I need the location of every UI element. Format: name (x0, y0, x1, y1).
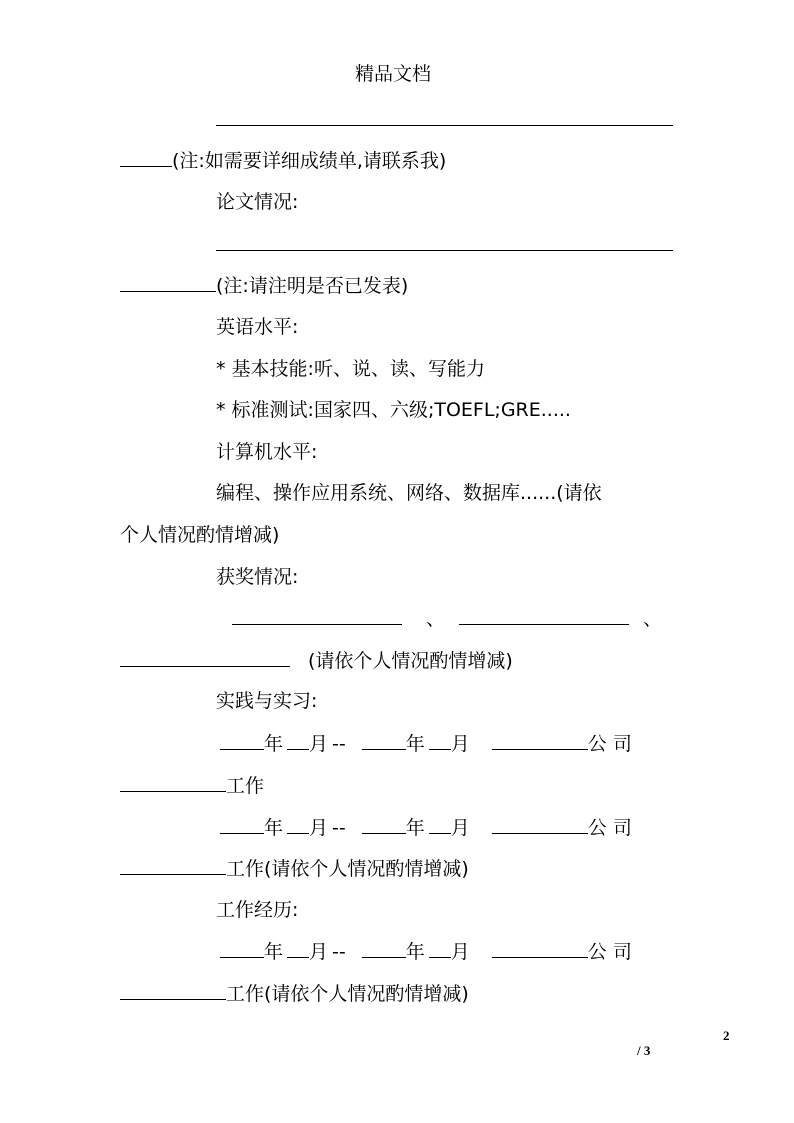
blank-line (492, 939, 588, 958)
blank-line (120, 773, 226, 792)
blank-line (120, 856, 226, 875)
awards-separator: 、 (426, 608, 446, 630)
blank-line (362, 939, 406, 958)
work-note: 工作(请依个人情况酌情增减) (226, 858, 469, 880)
date-dash: -- (332, 817, 346, 839)
blank-line (492, 815, 588, 834)
blank-line (287, 939, 309, 958)
blank-line (362, 731, 406, 750)
date-dash: -- (332, 733, 346, 755)
blank-line (459, 606, 629, 625)
english-basic-skills: * 基本技能:听、说、读、写能力 (216, 358, 485, 380)
blank-line (120, 273, 216, 292)
header-title: 精品文档 (355, 63, 432, 85)
blank-line (120, 648, 290, 667)
blank-line (287, 815, 309, 834)
blank-line (362, 815, 406, 834)
year-label: 年 (405, 817, 425, 839)
computer-label: 计算机水平: (216, 441, 318, 463)
company-label: 公 司 (587, 817, 632, 839)
month-label: 月 (450, 941, 470, 963)
computer-skills: 编程、操作应用系统、网络、数据库......(请依 (216, 482, 602, 504)
awards-label: 获奖情况: (216, 566, 299, 588)
blank-line (232, 606, 402, 625)
practice-date-row (220, 731, 632, 756)
english-standard-tests: * 标准测试:国家四、六级;TOEFL;GRE..... (216, 399, 571, 421)
computer-skills-cont: 个人情况酌情增减) (120, 524, 280, 546)
blank-line (220, 939, 264, 958)
experience-work-line (120, 981, 469, 1006)
blank-line (216, 250, 673, 251)
awards-note-line (120, 648, 513, 673)
work-label: 工作 (226, 775, 265, 797)
blank-line (429, 939, 451, 958)
month-label: 月 (309, 941, 329, 963)
blank-line (429, 815, 451, 834)
blank-line (220, 731, 264, 750)
company-label: 公 司 (587, 941, 632, 963)
month-label: 月 (450, 817, 470, 839)
blank-line (492, 731, 588, 750)
year-label: 年 (405, 941, 425, 963)
blank-line (287, 731, 309, 750)
blank-line (429, 731, 451, 750)
thesis-note-line (120, 273, 408, 298)
blank-line (220, 815, 264, 834)
blank-line (120, 981, 226, 1000)
practice-work-line (120, 773, 264, 798)
awards-note: (请依个人情况酌情增减) (308, 650, 513, 672)
grades-note-line (120, 148, 446, 173)
month-label: 月 (309, 817, 329, 839)
blank-line (216, 125, 673, 126)
year-label: 年 (264, 941, 284, 963)
month-label: 月 (450, 733, 470, 755)
experience-date-row (220, 939, 632, 964)
page-number: 2 (723, 1028, 730, 1043)
year-label: 年 (264, 817, 284, 839)
practice-date-row (220, 815, 632, 840)
awards-separator: 、 (643, 608, 663, 630)
year-label: 年 (264, 733, 284, 755)
practice-label: 实践与实习: (216, 690, 318, 712)
grades-note: (注:如需要详细成绩单,请联系我) (172, 150, 447, 172)
month-label: 月 (309, 733, 329, 755)
year-label: 年 (405, 733, 425, 755)
thesis-note: (注:请注明是否已发表) (216, 275, 409, 297)
experience-label: 工作经历: (216, 899, 299, 921)
practice-work-line (120, 856, 469, 881)
page-total: / 3 (637, 1043, 651, 1058)
awards-blanks (232, 606, 662, 631)
thesis-label: 论文情况: (216, 191, 299, 213)
date-dash: -- (332, 941, 346, 963)
company-label: 公 司 (587, 733, 632, 755)
blank-line (120, 148, 172, 167)
english-label: 英语水平: (216, 316, 299, 338)
work-note: 工作(请依个人情况酌情增减) (226, 983, 469, 1005)
